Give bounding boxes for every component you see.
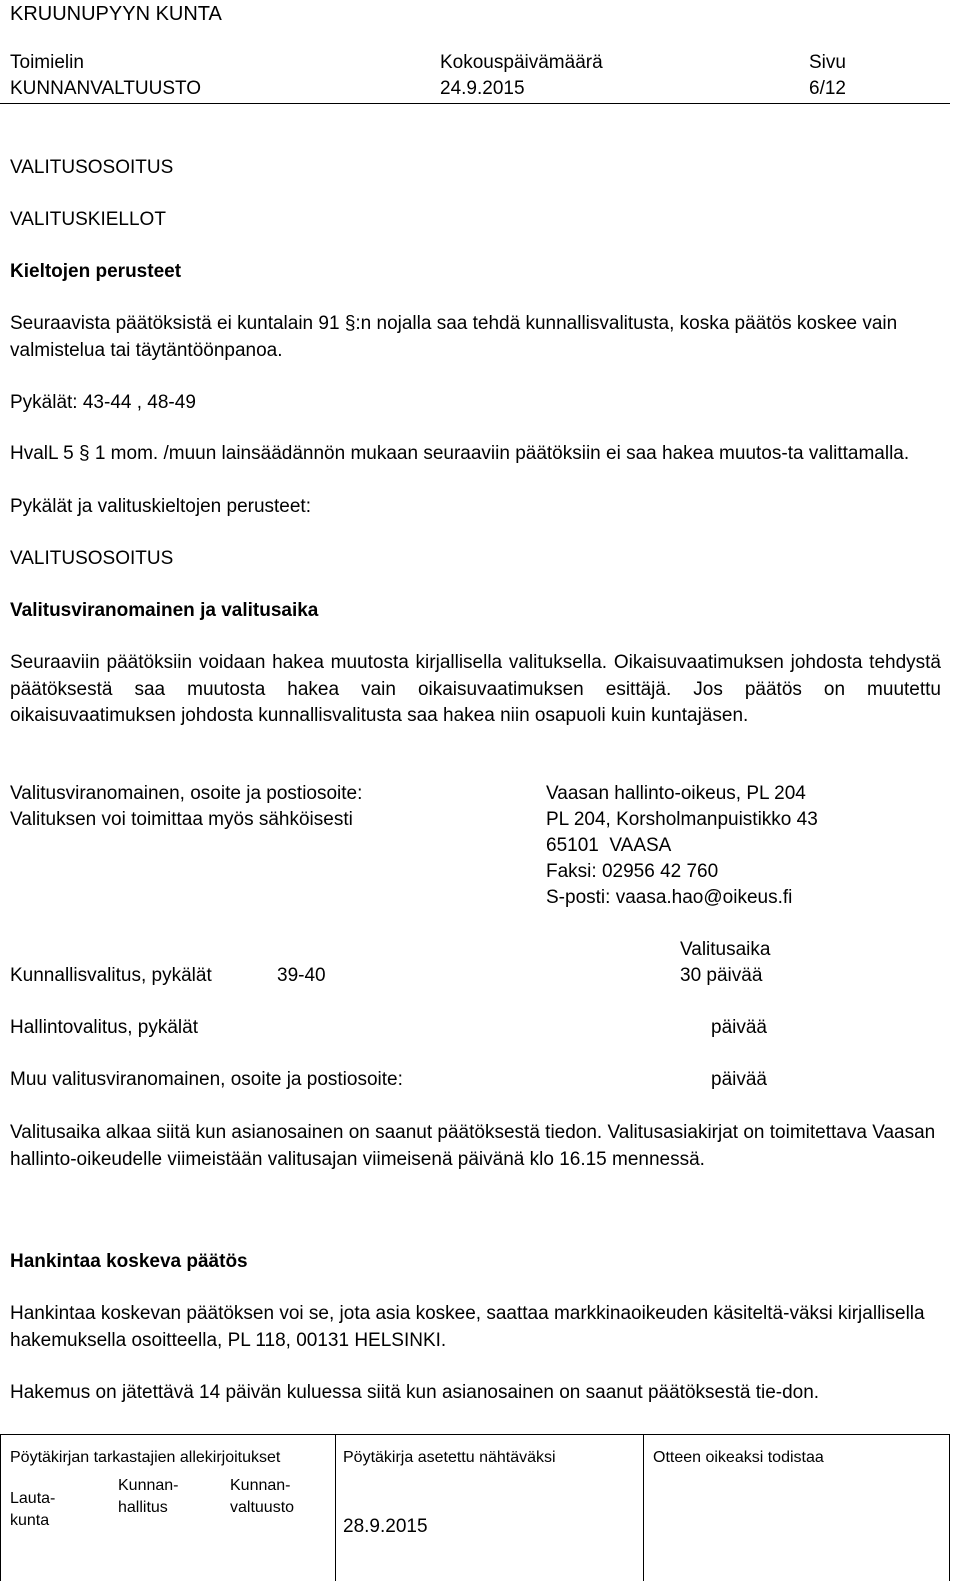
period-header: Valitusaika — [680, 939, 771, 960]
authority-label: Valitusviranomainen, osoite ja postiosoite: — [10, 783, 363, 804]
kunnanhallitus-label: Kunnan- — [118, 1477, 179, 1494]
address-line: PL 204, Korsholmanpuistikko 43 — [546, 809, 818, 830]
footer-posted-title: Pöytäkirja asetettu nähtäväksi — [343, 1449, 556, 1466]
municipality-name: KRUUNUPYYN KUNTA — [10, 3, 222, 25]
admin-appeal-label: Hallintovalitus, pykälät — [10, 1017, 198, 1038]
prohibition-paragraph: Seuraavista päätöksistä ei kuntalain 91 §:n nojalla saa tehdä kunnallisvalitusta, koska päätös koskee vain valmistelua tai täytäntöönpanoa. — [10, 313, 898, 361]
lautakunta-label: kunta — [10, 1512, 50, 1529]
authority-period-title: Valitusviranomainen ja valitusaika — [10, 600, 319, 621]
municipal-appeal-period: 30 päivää — [680, 965, 763, 986]
email-line: S-posti: vaasa.hao@oikeus.fi — [546, 887, 793, 908]
footer-certified-title: Otteen oikeaksi todistaa — [653, 1449, 824, 1466]
address-line: Vaasan hallinto-oikeus, PL 204 — [546, 783, 806, 804]
appeal-heading-2: VALITUSOSOITUS — [10, 548, 174, 569]
footer-top-border — [0, 1434, 950, 1435]
footer-divider-2 — [643, 1434, 644, 1581]
address-line: 65101 VAASA — [546, 835, 672, 856]
page-label: Sivu — [809, 52, 846, 73]
prohibition-grounds-title: Kieltojen perusteet — [10, 261, 182, 282]
date-label: Kokouspäivämäärä — [440, 52, 603, 73]
municipal-appeal-sections: 39-40 — [277, 965, 326, 986]
hvall-paragraph: HvalL 5 § 1 mom. /muun lainsäädännön mukaan seuraaviin päätöksiin ei saa hakea muutos-ta valittamalla. — [10, 443, 910, 464]
sections-line: Pykälät: 43-44 , 48-49 — [10, 392, 196, 413]
municipal-appeal-label: Kunnallisvalitus, pykälät — [10, 965, 212, 986]
address-line: Faksi: 02956 42 760 — [546, 861, 719, 882]
footer-divider-1 — [335, 1434, 336, 1581]
appeal-paragraph: Seuraaviin päätöksiin voidaan hakea muutosta kirjallisella valituksella. Oikaisuvaatimuksen johdosta tehdystä päätöksestä saa muutosta hakea vain oikaisuvaatimuksen esittäjä. Jos päätös on muutettu oikaisuvaatimuksen johdosta kunnallisvalitusta saa hakea niin osapuoli kuin kuntajäsen. — [10, 652, 941, 726]
kunnanvaltuusto-label: Kunnan- — [230, 1477, 291, 1494]
procurement-deadline-paragraph: Hakemus on jätettävä 14 päivän kuluessa siitä kun asianosainen on saanut päätöksestä tie-don. — [10, 1382, 820, 1403]
date-value: 24.9.2015 — [440, 78, 525, 99]
footer-signatures-title: Pöytäkirjan tarkastajien allekirjoitukset — [10, 1449, 281, 1466]
other-authority-period: päivää — [711, 1069, 767, 1090]
footer-right-border — [949, 1434, 950, 1581]
procurement-paragraph: Hankintaa koskevan päätöksen voi se, jota asia koskee, saattaa markkinaoikeuden käsiteltä-väksi kirjallisella hakemuksella osoitteella, PL 118, 00131 HELSINKI. — [10, 1303, 925, 1351]
sections-grounds-line: Pykälät ja valituskieltojen perusteet: — [10, 496, 311, 517]
kunnanhallitus-label: hallitus — [118, 1499, 168, 1516]
other-authority-label: Muu valitusviranomainen, osoite ja postiosoite: — [10, 1069, 403, 1090]
lautakunta-label: Lauta- — [10, 1490, 56, 1507]
appeal-period-paragraph: Valitusaika alkaa siitä kun asianosainen on saanut päätöksestä tiedon. Valitusasiakirjat on toimitettava Vaasan hallinto-oikeudelle viimeistään valitusajan viimeisenä päivänä klo 16.15 mennessä. — [10, 1122, 936, 1170]
page-value: 6/12 — [809, 78, 846, 99]
admin-appeal-period: päivää — [711, 1017, 767, 1038]
footer-left-border — [0, 1434, 1, 1581]
electronic-label: Valituksen voi toimittaa myös sähköisesti — [10, 809, 353, 830]
prohibitions-heading: VALITUSKIELLOT — [10, 209, 166, 230]
appeal-heading: VALITUSOSOITUS — [10, 157, 174, 178]
posted-date: 28.9.2015 — [343, 1516, 428, 1537]
header-divider — [0, 103, 950, 104]
procurement-heading: Hankintaa koskeva päätös — [10, 1251, 248, 1272]
organ-value: KUNNANVALTUUSTO — [10, 78, 202, 99]
organ-label: Toimielin — [10, 52, 84, 73]
kunnanvaltuusto-label: valtuusto — [230, 1499, 295, 1516]
